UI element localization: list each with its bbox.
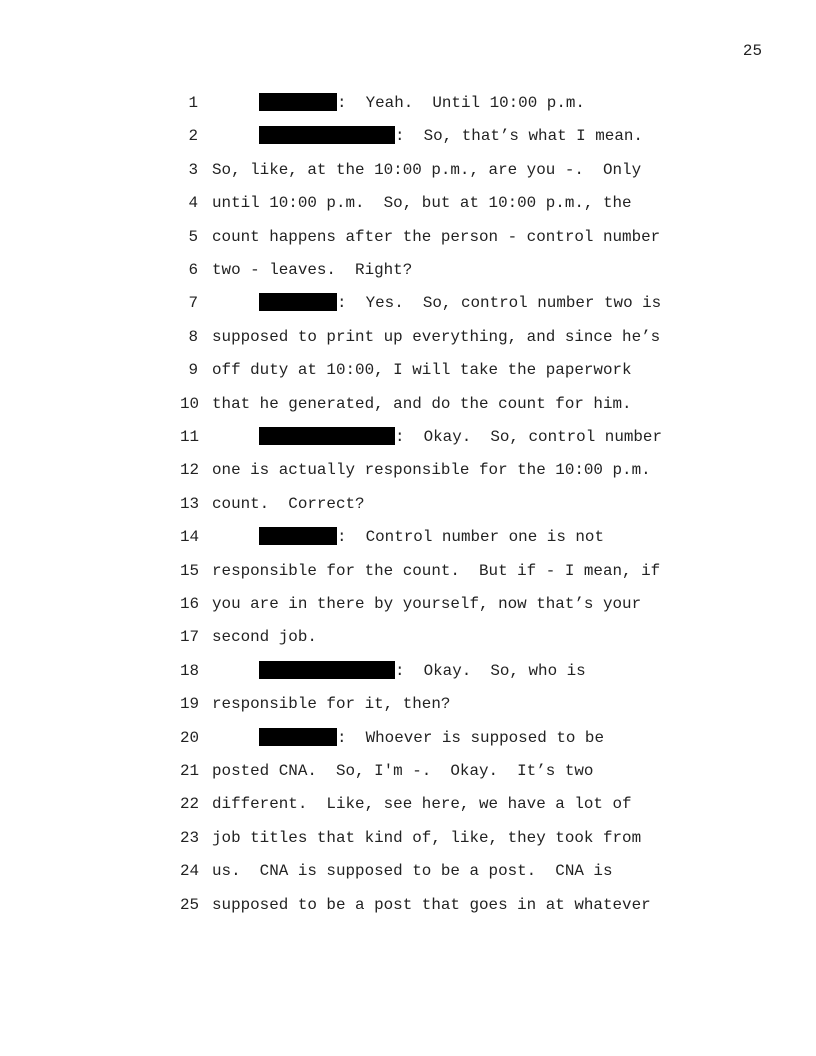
line-content: one is actually responsible for the 10:00 p.m. — [212, 461, 651, 480]
line-number: 10 — [180, 394, 200, 413]
line-text — [212, 828, 641, 848]
line-content: you are in there by yourself, now that’s your — [212, 595, 642, 613]
line-content: second job. — [212, 628, 317, 647]
line-content: count happens after the person - control number — [212, 227, 661, 246]
line-text — [212, 895, 651, 915]
line-number: 22 — [180, 795, 200, 814]
line-content: off duty at 10:00, I will take the paperwork — [212, 361, 632, 380]
line-text — [212, 861, 613, 881]
speaker-line-text — [259, 126, 643, 146]
speaker-line-text — [259, 427, 662, 447]
line-content: : Control number one is not — [337, 528, 605, 547]
line-number: 20 — [180, 728, 200, 747]
line-text — [212, 494, 365, 514]
line-content: supposed to print up everything, and since he’s — [212, 327, 661, 346]
redacted-speaker-name — [259, 93, 337, 111]
line-content: So, like, at the 10:00 p.m., are you -. Only — [212, 160, 642, 179]
redacted-speaker-name — [259, 293, 337, 311]
line-text — [212, 594, 641, 614]
line-content: : So, that’s what I mean. — [395, 127, 643, 146]
line-content: responsible for it, then? — [212, 695, 451, 714]
line-content: until 10:00 p.m. So, but at 10:00 p.m., the — [212, 194, 632, 213]
redacted-speaker-name — [259, 527, 337, 545]
page-number: 25 — [742, 42, 762, 60]
redacted-speaker-name — [259, 126, 395, 144]
line-content: responsible for the count. But if - I mean, if — [212, 561, 661, 580]
line-text — [212, 360, 632, 380]
line-number: 21 — [180, 762, 200, 780]
line-number: 24 — [180, 862, 200, 881]
line-content: : Okay. So, control number — [395, 428, 663, 446]
line-number: 8 — [188, 327, 198, 346]
line-number: 11 — [180, 428, 200, 446]
line-text — [212, 227, 660, 247]
line-number: 16 — [180, 595, 200, 613]
line-text — [212, 761, 593, 781]
line-number: 23 — [180, 828, 200, 847]
line-text — [212, 260, 412, 280]
line-text — [212, 193, 632, 213]
line-content: different. Like, see here, we have a lot of — [212, 795, 632, 814]
line-number: 13 — [180, 494, 200, 513]
speaker-line-text — [259, 93, 585, 113]
line-number: 7 — [188, 294, 198, 313]
speaker-line-text — [259, 661, 586, 681]
line-content: supposed to be a post that goes in at whatever — [212, 895, 651, 914]
line-number: 15 — [180, 561, 200, 580]
line-number: 1 — [188, 94, 198, 112]
line-number: 12 — [180, 461, 200, 480]
redacted-speaker-name — [259, 661, 395, 679]
redacted-speaker-name — [259, 427, 395, 445]
line-text — [212, 794, 632, 814]
line-content: : Okay. So, who is — [395, 661, 586, 680]
line-text — [212, 160, 641, 180]
line-content: job titles that kind of, like, they took from — [212, 828, 642, 847]
line-content: : Yeah. Until 10:00 p.m. — [337, 94, 585, 112]
line-text — [212, 694, 450, 714]
line-text — [212, 460, 651, 480]
line-content: that he generated, and do the count for him. — [212, 394, 632, 413]
line-number: 5 — [188, 227, 198, 246]
line-content: us. CNA is supposed to be a post. CNA is — [212, 862, 613, 881]
line-text — [212, 327, 660, 347]
line-number: 19 — [180, 695, 200, 714]
line-number: 18 — [180, 661, 200, 680]
line-number: 17 — [180, 628, 200, 647]
redacted-speaker-name — [259, 728, 337, 746]
speaker-line-text — [259, 293, 661, 313]
line-content: posted CNA. So, I'm -. Okay. It’s two — [212, 762, 594, 780]
line-number: 9 — [188, 361, 198, 380]
line-text — [212, 561, 660, 581]
line-number: 2 — [188, 127, 198, 146]
line-number: 4 — [188, 194, 198, 213]
line-number: 14 — [180, 528, 200, 547]
speaker-line-text — [259, 527, 604, 547]
speaker-line-text — [259, 728, 604, 748]
line-content: two - leaves. Right? — [212, 261, 413, 279]
line-number: 25 — [180, 895, 200, 914]
line-content: count. Correct? — [212, 494, 365, 513]
line-number: 3 — [188, 160, 198, 179]
line-content: : Whoever is supposed to be — [337, 728, 605, 747]
line-text — [212, 394, 632, 414]
line-number: 6 — [188, 261, 198, 279]
line-text — [212, 627, 317, 647]
line-content: : Yes. So, control number two is — [337, 294, 662, 313]
